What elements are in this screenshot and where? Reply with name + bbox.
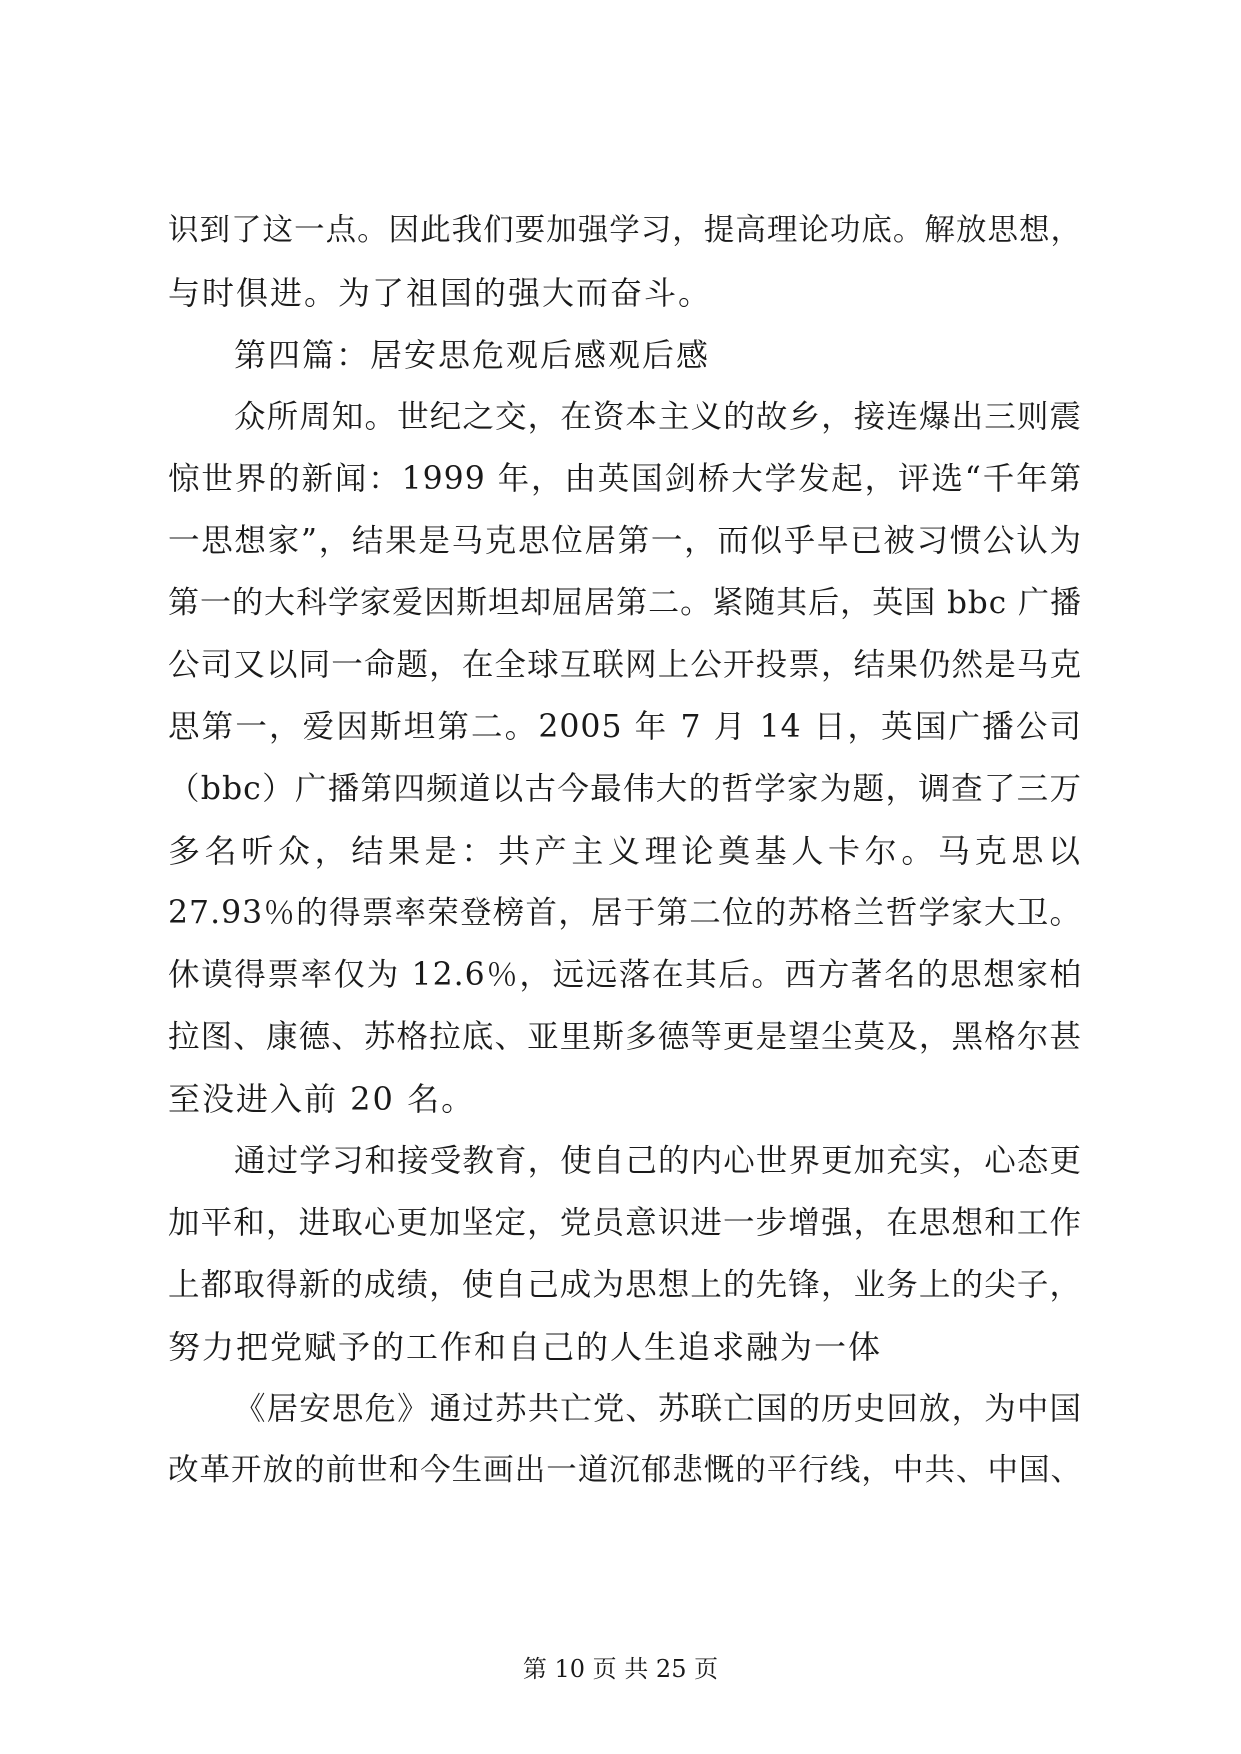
text-line: 与时俱进。为了祖国的强大而奋斗。: [168, 274, 713, 312]
text-line: 《居安思危》通过苏共亡党、苏联亡国的历史回放，为中国: [234, 1391, 1082, 1427]
text-line: （bbc）广播第四频道以古今最伟大的哲学家为题，调查了三万: [168, 771, 1082, 807]
text-line: 拉图、康德、苏格拉底、亚里斯多德等更是望尘莫及，黑格尔甚: [168, 1019, 1082, 1055]
text-line: 思第一，爱因斯坦第二。2005 年 7 月 14 日，英国广播公司: [168, 709, 1082, 745]
text-line: 众所周知。世纪之交，在资本主义的故乡，接连爆出三则震: [234, 399, 1082, 435]
text-line: 公司又以同一命题，在全球互联网上公开投票，结果仍然是马克: [168, 647, 1082, 683]
text-line: 上都取得新的成绩，使自己成为思想上的先锋，业务上的尖子，: [168, 1267, 1082, 1303]
text-line: 休谟得票率仅为 12.6％，远远落在其后。西方著名的思想家柏: [168, 957, 1082, 993]
text-line: 惊世界的新闻：1999 年，由英国剑桥大学发起，评选“千年第: [168, 461, 1082, 497]
text-line: 第一的大科学家爱因斯坦却屈居第二。紧随其后，英国 bbc 广播: [168, 585, 1082, 621]
text-line: 改革开放的前世和今生画出一道沉郁悲慨的平行线，中共、中国、: [168, 1453, 1082, 1488]
document-body: [168, 200, 1082, 1502]
text-line: 识到了这一点。因此我们要加强学习，提高理论功底。解放思想，: [168, 213, 1082, 248]
text-line: 通过学习和接受教育，使自己的内心世界更加充实，心态更: [234, 1143, 1082, 1179]
text-line: 一思想家”，结果是马克思位居第一，而似乎早已被习惯公认为: [168, 523, 1082, 559]
text-line: 多名听众，结果是：共产主义理论奠基人卡尔。马克思以: [168, 832, 1082, 870]
section-heading: 第四篇：居安思危观后感观后感: [234, 336, 711, 374]
text-line: 努力把党赋予的工作和自己的人生追求融为一体: [168, 1328, 883, 1366]
text-line: 至没进入前 20 名。: [168, 1080, 476, 1118]
text-line: 加平和，进取心更加坚定，党员意识进一步增强，在思想和工作: [168, 1205, 1082, 1241]
page-footer: 第 10 页 共 25 页: [522, 1655, 719, 1683]
text-line: 27.93％的得票率荣登榜首，居于第二位的苏格兰哲学家大卫。: [168, 895, 1082, 931]
